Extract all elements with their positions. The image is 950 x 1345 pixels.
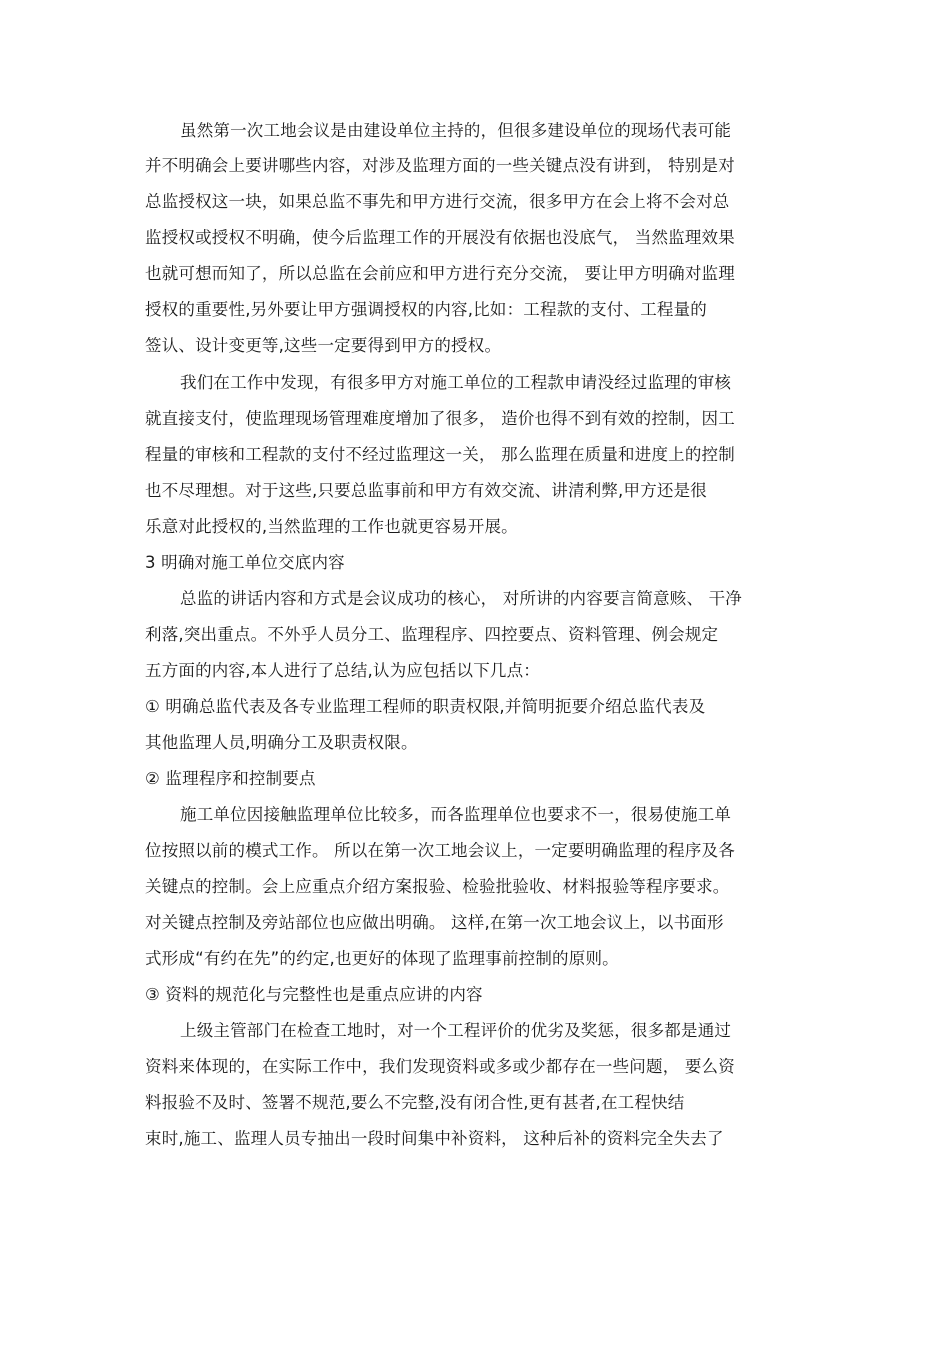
paragraph-2-line-5: 乐意对此授权的,当然监理的工作也就更容易开展。 — [145, 517, 518, 536]
paragraph-3-line-1: 总监的讲话内容和方式是会议成功的核心， 对所讲的内容要言简意赅、 干净 — [180, 589, 742, 608]
paragraph-5-line-2: 资料来体现的，在实际工作中，我们发现资料或多或少都存在一些问题， 要么资 — [145, 1057, 735, 1076]
paragraph-5-line-3: 料报验不及时、签署不规范,要么不完整,没有闭合性,更有甚者,在工程快结 — [145, 1093, 685, 1112]
list-item-1-line-2: 其他监理人员,明确分工及职责权限。 — [145, 733, 418, 752]
paragraph-3-line-2: 利落,突出重点。不外乎人员分工、监理程序、四控要点、资料管理、例会规定 — [145, 625, 719, 644]
list-item-2-heading: ② 监理程序和控制要点 — [145, 769, 316, 788]
paragraph-1-line-5: 也就可想而知了，所以总监在会前应和甲方进行充分交流， 要让甲方明确对监理 — [145, 264, 735, 283]
paragraph-2-line-4: 也不尽理想。对于这些,只要总监事前和甲方有效交流、讲清利弊,甲方还是很 — [145, 481, 707, 500]
list-item-3-heading: ③ 资料的规范化与完整性也是重点应讲的内容 — [145, 985, 483, 1004]
paragraph-5-line-4: 束时,施工、监理人员专抽出一段时间集中补资料， 这种后补的资料完全失去了 — [145, 1129, 724, 1148]
paragraph-2-line-2: 就直接支付，使监理现场管理难度增加了很多， 造价也得不到有效的控制，因工 — [145, 409, 735, 428]
paragraph-1-line-6: 授权的重要性,另外要让甲方强调授权的内容,比如：工程款的支付、工程量的 — [145, 300, 707, 319]
paragraph-4-line-1: 施工单位因接触监理单位比较多，而各监理单位也要求不一，很易使施工单 — [180, 805, 732, 824]
paragraph-2-line-3: 程量的审核和工程款的支付不经过监理这一关， 那么监理在质量和进度上的控制 — [145, 445, 735, 464]
paragraph-5-line-1: 上级主管部门在检查工地时，对一个工程评价的优劣及奖惩，很多都是通过 — [180, 1021, 732, 1040]
paragraph-4-line-4: 对关键点控制及旁站部位也应做出明确。 这样,在第一次工地会议上，以书面形 — [145, 913, 724, 932]
paragraph-2-line-1: 我们在工作中发现，有很多甲方对施工单位的工程款申请没经过监理的审核 — [180, 373, 732, 392]
section-heading-3: 3 明确对施工单位交底内容 — [145, 553, 345, 572]
paragraph-1-line-2: 并不明确会上要讲哪些内容，对涉及监理方面的一些关键点没有讲到， 特别是对 — [145, 156, 735, 175]
paragraph-1-line-1: 虽然第一次工地会议是由建设单位主持的，但很多建设单位的现场代表可能 — [180, 121, 732, 140]
paragraph-1-line-4: 监授权或授权不明确，使今后监理工作的开展没有依据也没底气， 当然监理效果 — [145, 228, 735, 247]
paragraph-4-line-3: 关键点的控制。会上应重点介绍方案报验、检验批验收、材料报验等程序要求。 — [145, 877, 730, 896]
paragraph-4-line-5: 式形成“有约在先”的约定,也更好的体现了监理事前控制的原则。 — [145, 949, 619, 968]
paragraph-1-line-3: 总监授权这一块，如果总监不事先和甲方进行交流，很多甲方在会上将不会对总 — [145, 192, 730, 211]
paragraph-1-line-7: 签认、设计变更等,这些一定要得到甲方的授权。 — [145, 336, 502, 355]
list-item-1-line-1: ① 明确总监代表及各专业监理工程师的职责权限,并简明扼要介绍总监代表及 — [145, 697, 706, 716]
paragraph-3-line-3: 五方面的内容,本人进行了总结,认为应包括以下几点： — [145, 661, 540, 680]
paragraph-4-line-2: 位按照以前的模式工作。 所以在第一次工地会议上，一定要明确监理的程序及各 — [145, 841, 735, 860]
